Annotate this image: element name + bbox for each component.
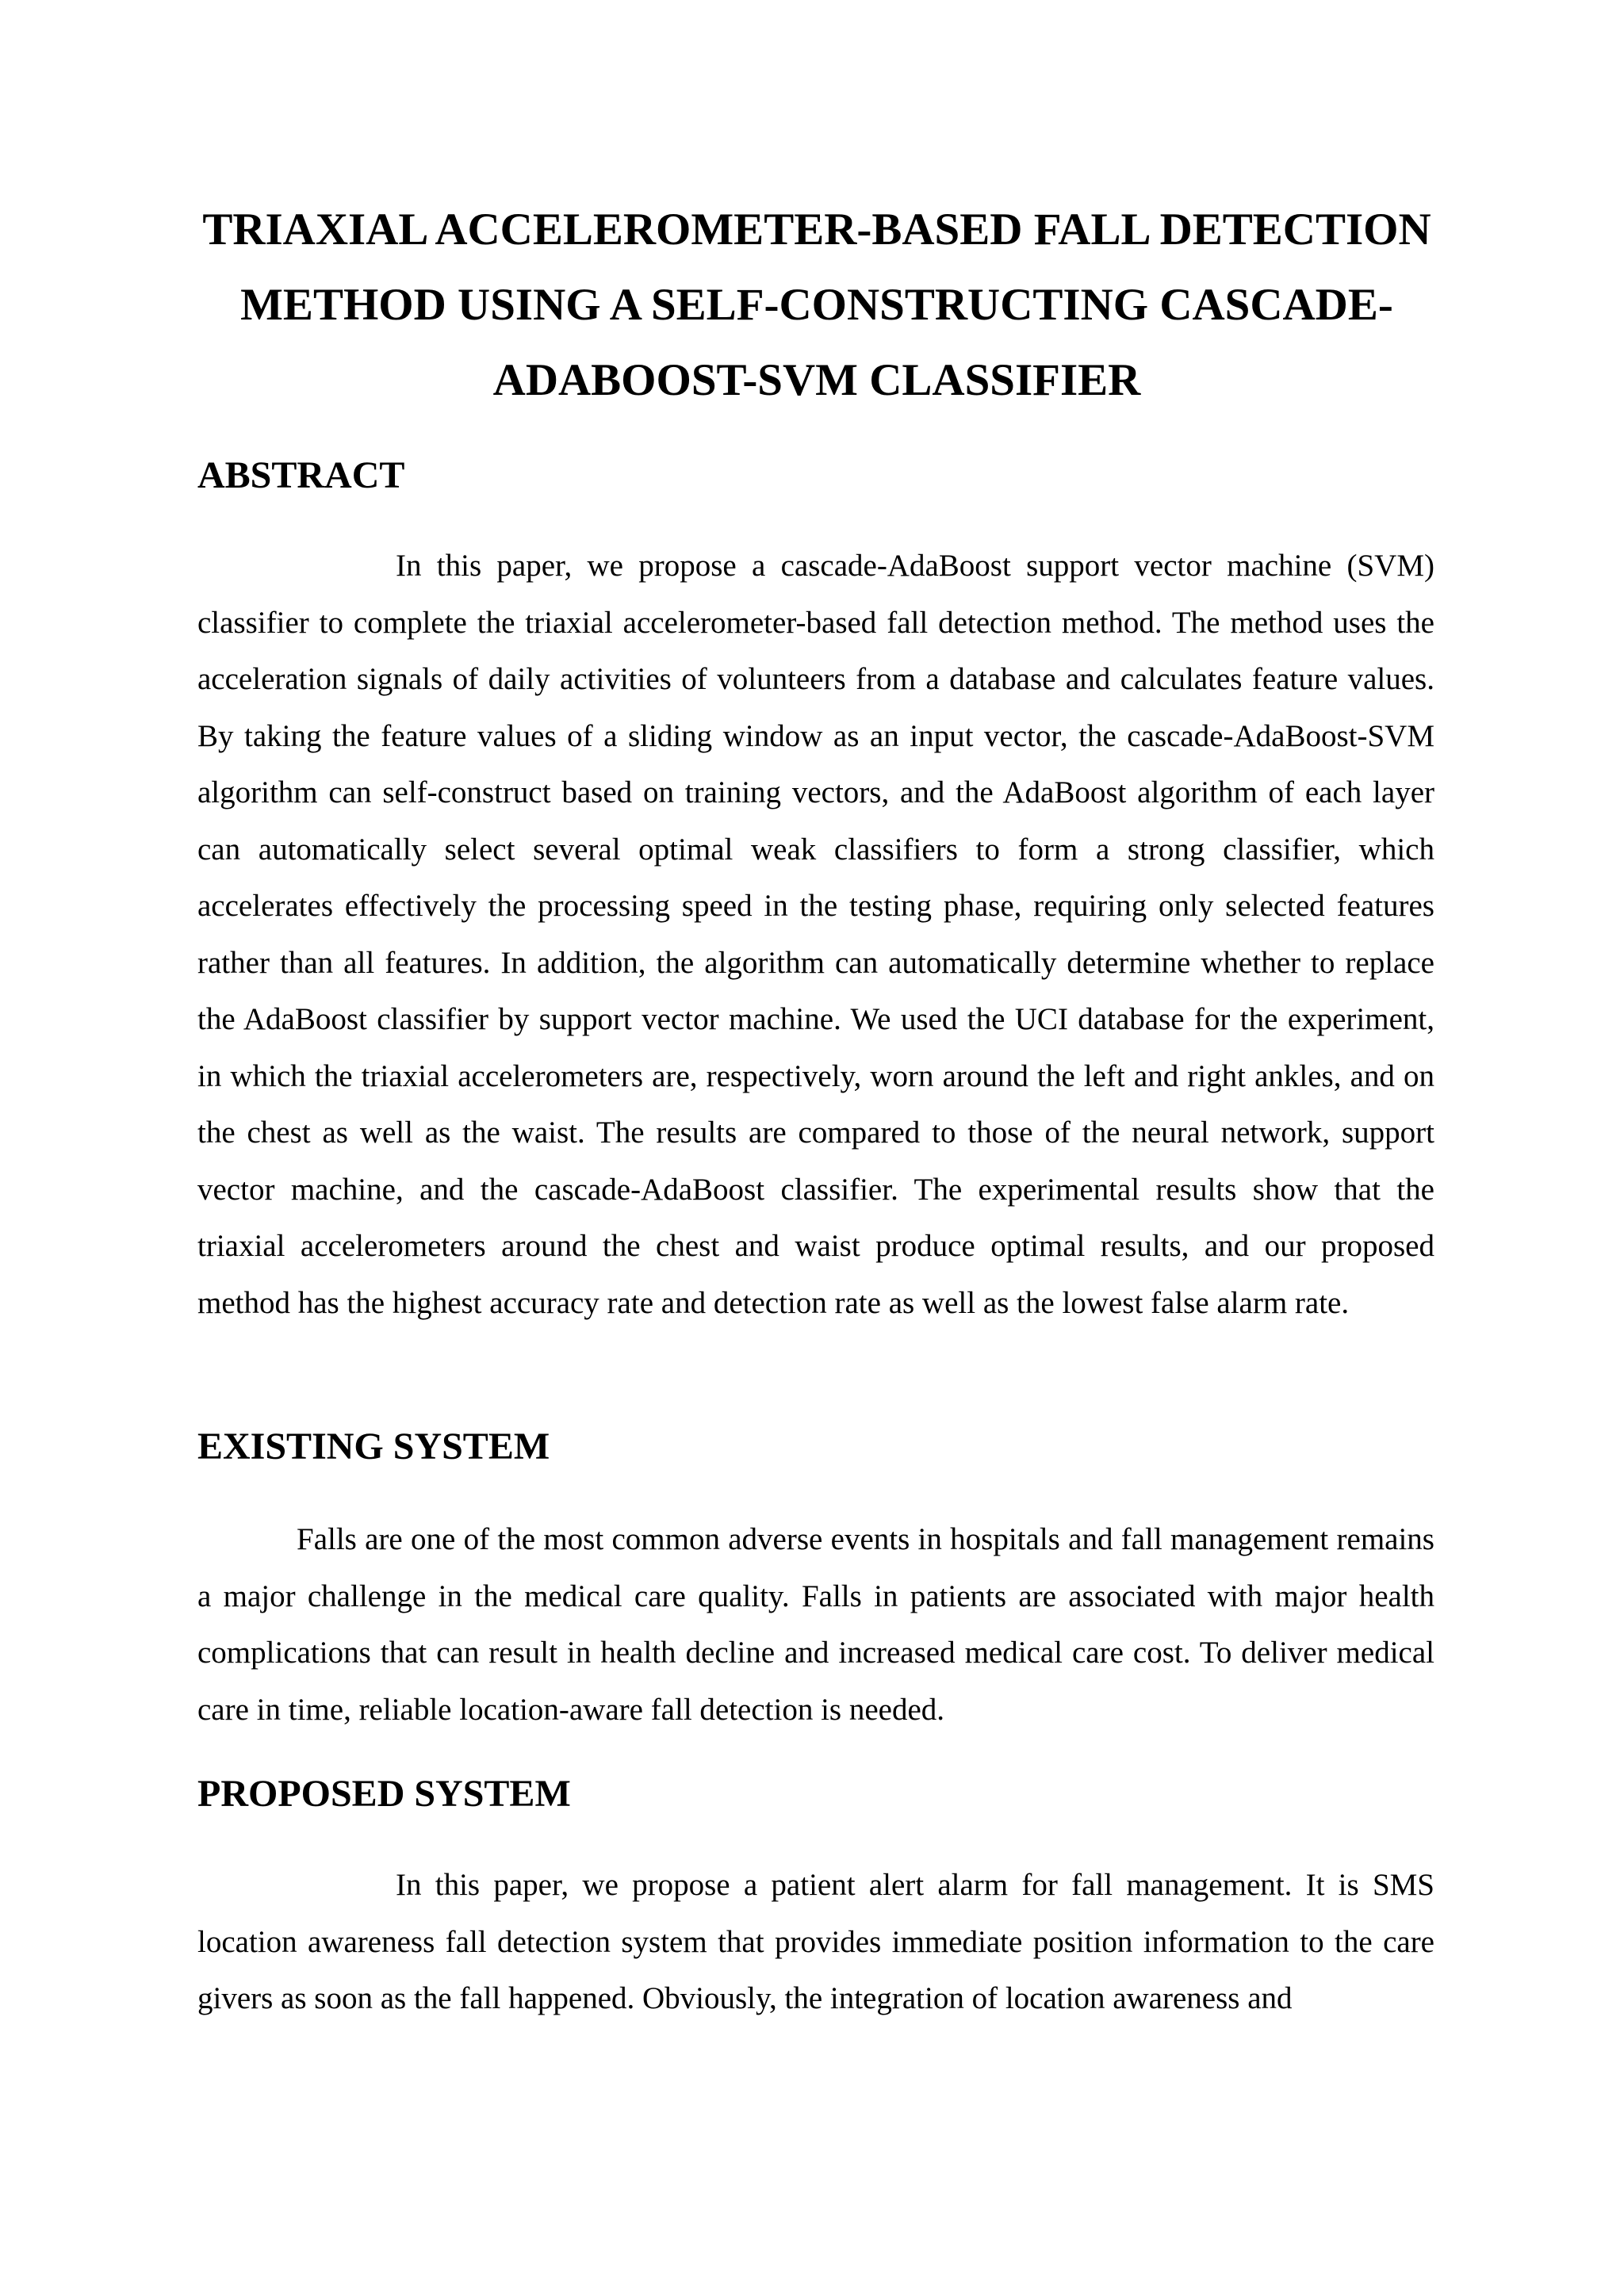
abstract-paragraph: In this paper, we propose a cascade-AdaBoost support vector machine (SVM) classifier to complete the triaxial accelerometer-based fall detection method. The method uses the acceleration signals of daily activities of volunteers from a database and calculates feature values. By taking the feature values of a sliding window as an input vector, the cascade-AdaBoost-SVM algorithm can self-construct based on training vectors, and the AdaBoost algorithm of each layer can automatically select several optimal weak classifiers to form a strong classifier, which accelerates effectively the processing speed in the testing phase, requiring only selected features rather than all features. In addition, the algorithm can automatically determine whether to replace the AdaBoost classifier by support vector machine. We used the UCI database for the experiment, in which the triaxial accelerometers are, respectively, worn around the left and right ankles, and on the chest as well as the waist. The results are compared to those of the neural network, support vector machine, and the cascade-AdaBoost classifier. The experimental results show that the triaxial accelerometers around the chest and waist produce optimal results, and our proposed method has the highest accuracy rate and detection rate as well as the lowest false alarm rate.	[197, 549, 1434, 1320]
title-line-2: METHOD USING A SELF-CONSTRUCTING CASCADE-	[240, 280, 1393, 330]
proposed-system-paragraph: In this paper, we propose a patient alert alarm for fall management. It is SMS location awareness fall detection system that provides immediate position information to the care givers as soon as the fall happened. Obviously, the integration of location awareness and	[197, 1868, 1434, 2015]
existing-system-paragraph: Falls are one of the most common adverse events in hospitals and fall management remains a major challenge in the medical care quality. Falls in patients are associated with major health complications that can result in health decline and increased medical care cost. To deliver medical care in time, reliable location-aware fall detection is needed.	[197, 1522, 1434, 1727]
title-line-3: ADABOOST-SVM CLASSIFIER	[492, 355, 1141, 405]
paper-title	[198, 192, 1435, 418]
abstract-heading: ABSTRACT	[197, 454, 405, 496]
proposed-system-heading: PROPOSED SYSTEM	[197, 1773, 571, 1815]
title-line-1: TRIAXIAL ACCELEROMETER-BASED FALL DETECTION	[202, 205, 1431, 254]
existing-system-heading: EXISTING SYSTEM	[197, 1425, 550, 1468]
